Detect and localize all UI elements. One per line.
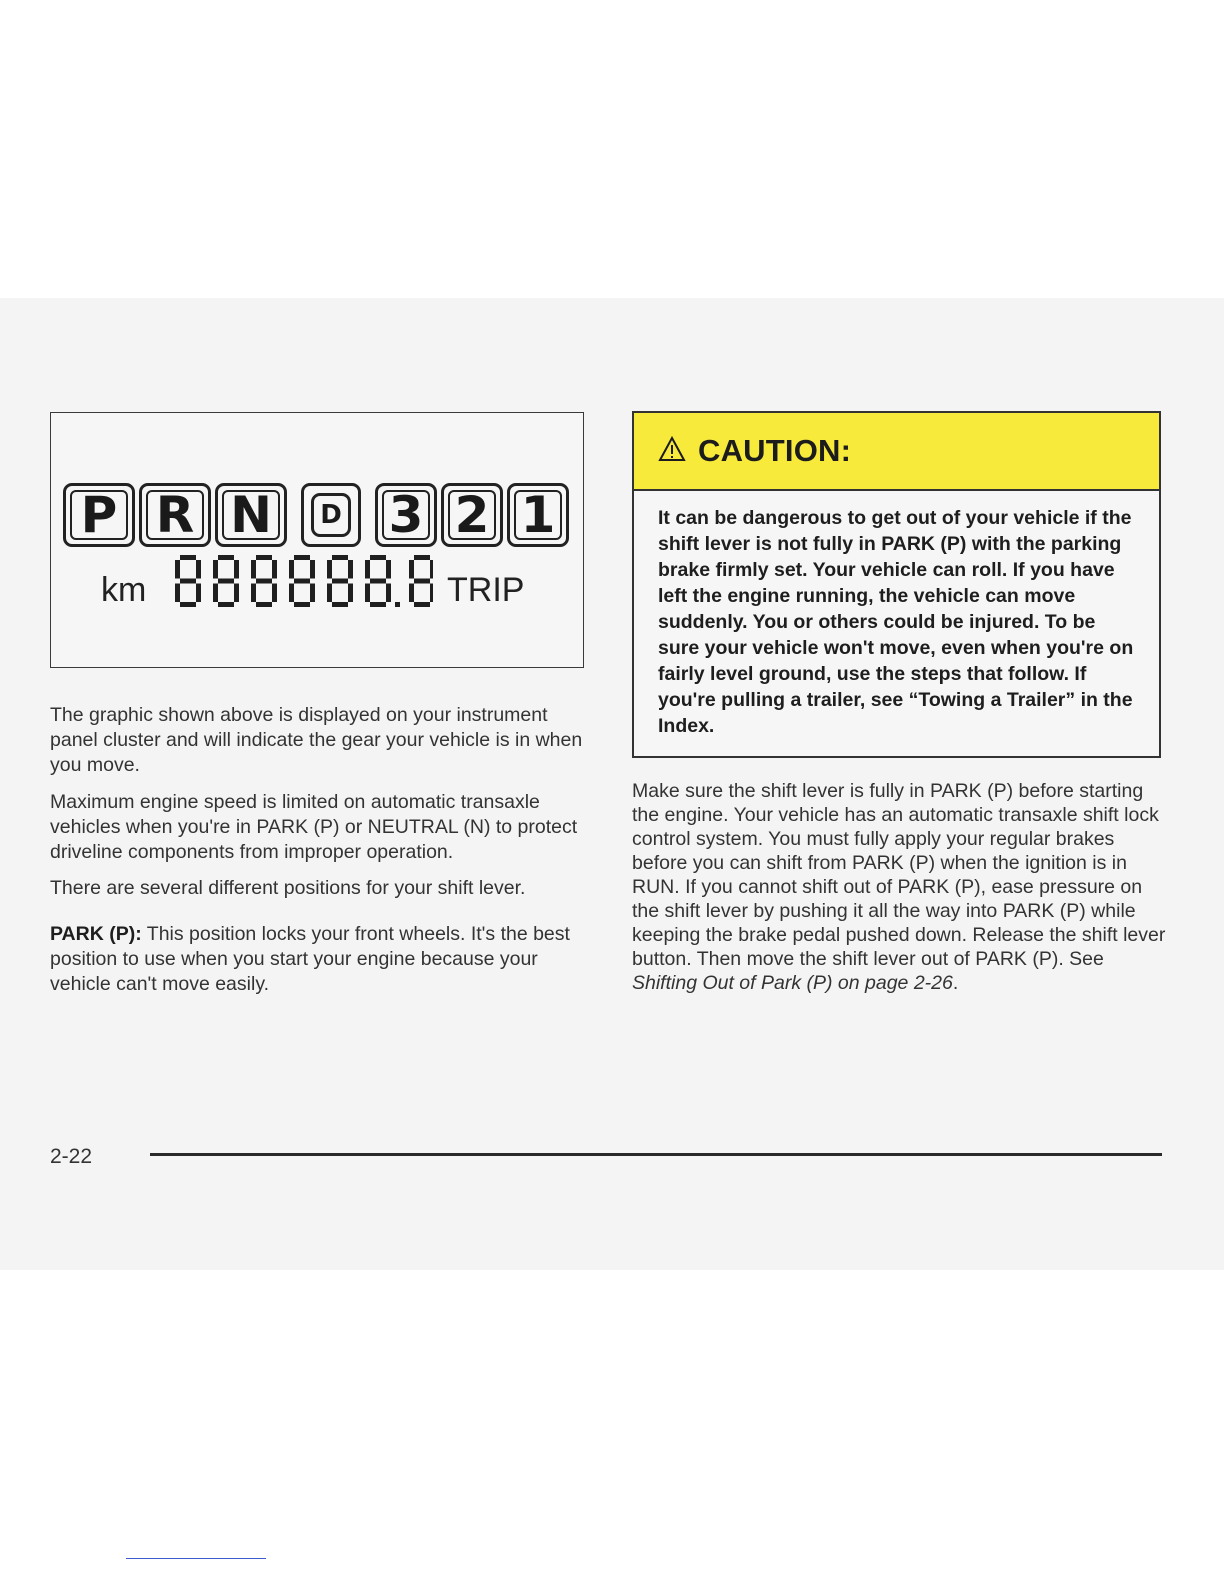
segment [294,602,310,607]
segment [251,560,256,579]
segment [370,555,386,560]
segment [175,560,180,579]
odometer-digits [175,555,433,613]
gear-d-indicator: D [301,483,361,547]
segment [234,584,239,603]
segment [386,560,391,579]
gear-2-indicator: 2 [441,483,503,547]
footer-rule [150,1153,1162,1156]
segment [180,579,196,584]
caution-title: CAUTION: [698,433,852,468]
gear-1-indicator: 1 [507,483,569,547]
segment [213,584,218,603]
segment [348,584,353,603]
segment [218,579,234,584]
segment [414,555,430,560]
segment [414,602,430,607]
park-term: PARK (P): [50,923,142,945]
segment [256,602,272,607]
gear-n-indicator: N [215,483,287,547]
segment [370,602,386,607]
odometer-unit: km [101,571,147,609]
shift-lock-text-end: . [952,972,959,994]
paragraph-shift-lock [632,779,1172,995]
odometer-row [101,555,571,615]
segment [196,584,201,603]
segment [234,560,239,579]
gear-r-indicator: R [139,483,211,547]
segment [395,602,400,607]
segment [386,584,391,603]
segment [365,560,370,579]
segment [213,560,218,579]
segment [430,584,433,603]
bottom-link-underline [126,1558,266,1559]
paragraph-gear-display: The graphic shown above is displayed on your instrument panel cluster and will indicate the gear your vehicle is in when you move. [50,704,583,776]
segment [310,584,315,603]
segment [327,560,332,579]
segment [294,555,310,560]
segment [332,579,348,584]
segment [430,560,433,579]
segment [272,584,277,603]
shift-lock-section [632,779,1172,995]
segment [175,584,180,603]
paragraph-engine-speed: Maximum engine speed is limited on automatic transaxle vehicles when you're in PARK (P) or NEUTRAL (N) to protect driveline components from improper operation. [50,791,578,863]
gear-display-figure [50,412,584,668]
segment [218,555,234,560]
segment [218,602,234,607]
gear-p-indicator: P [63,483,135,547]
segment [409,584,414,603]
shifting-reference-link[interactable]: Shifting Out of Park (P) on page 2-26 [632,972,953,994]
paragraph-shift-positions: There are several different positions for your shift lever. [50,877,526,899]
segment [332,555,348,560]
segment [310,560,315,579]
segment [256,579,272,584]
segment [256,555,272,560]
shift-lock-text: Make sure the shift lever is fully in PARK (P) before starting the engine. Your vehicle has an automatic transaxle shift lock control system. You must fully apply your regular brakes before you can shift from PARK (P) when the ignition is in RUN. If you cannot shift out of PARK (P), ease pressure on the shift lever by pushing it all the way into PARK (P) while keeping the brake pedal pushed down. Release the shift lever button. Then move the shift lever out of PARK (P). See [632,780,1166,970]
caution-text: It can be dangerous to get out of your vehicle if the shift lever is not fully in PARK (P) with the parking brake firmly set. Your vehicle can roll. If you have left the engine running, the vehicle can move suddenly. You or others could be injured. To be sure your vehicle won't move, even when you're on fairly level ground, use the steps that follow. If you're pulling a trailer, see “Towing a Trailer” in the Index. [658,507,1134,737]
segment [365,584,370,603]
segment [332,602,348,607]
segment [272,560,277,579]
page-number: 2-22 [50,1145,93,1168]
gear-3-indicator: 3 [375,483,437,547]
segment [414,579,430,584]
segment [196,560,201,579]
segment [251,584,256,603]
paragraph-park [50,922,590,997]
caution-header [634,413,1159,491]
segment [289,584,294,603]
segment [180,555,196,560]
segment [294,579,310,584]
segment [327,584,332,603]
odometer-trip-label: TRIP [447,571,525,609]
segment [348,560,353,579]
park-description: This position locks your front wheels. It's the best position to use when you start your engine because your vehicle can't move easily. [50,923,570,995]
segment [180,602,196,607]
segment [409,560,414,579]
segment [370,579,386,584]
warning-triangle-icon [658,436,698,467]
segment [289,560,294,579]
caution-box [632,411,1161,758]
